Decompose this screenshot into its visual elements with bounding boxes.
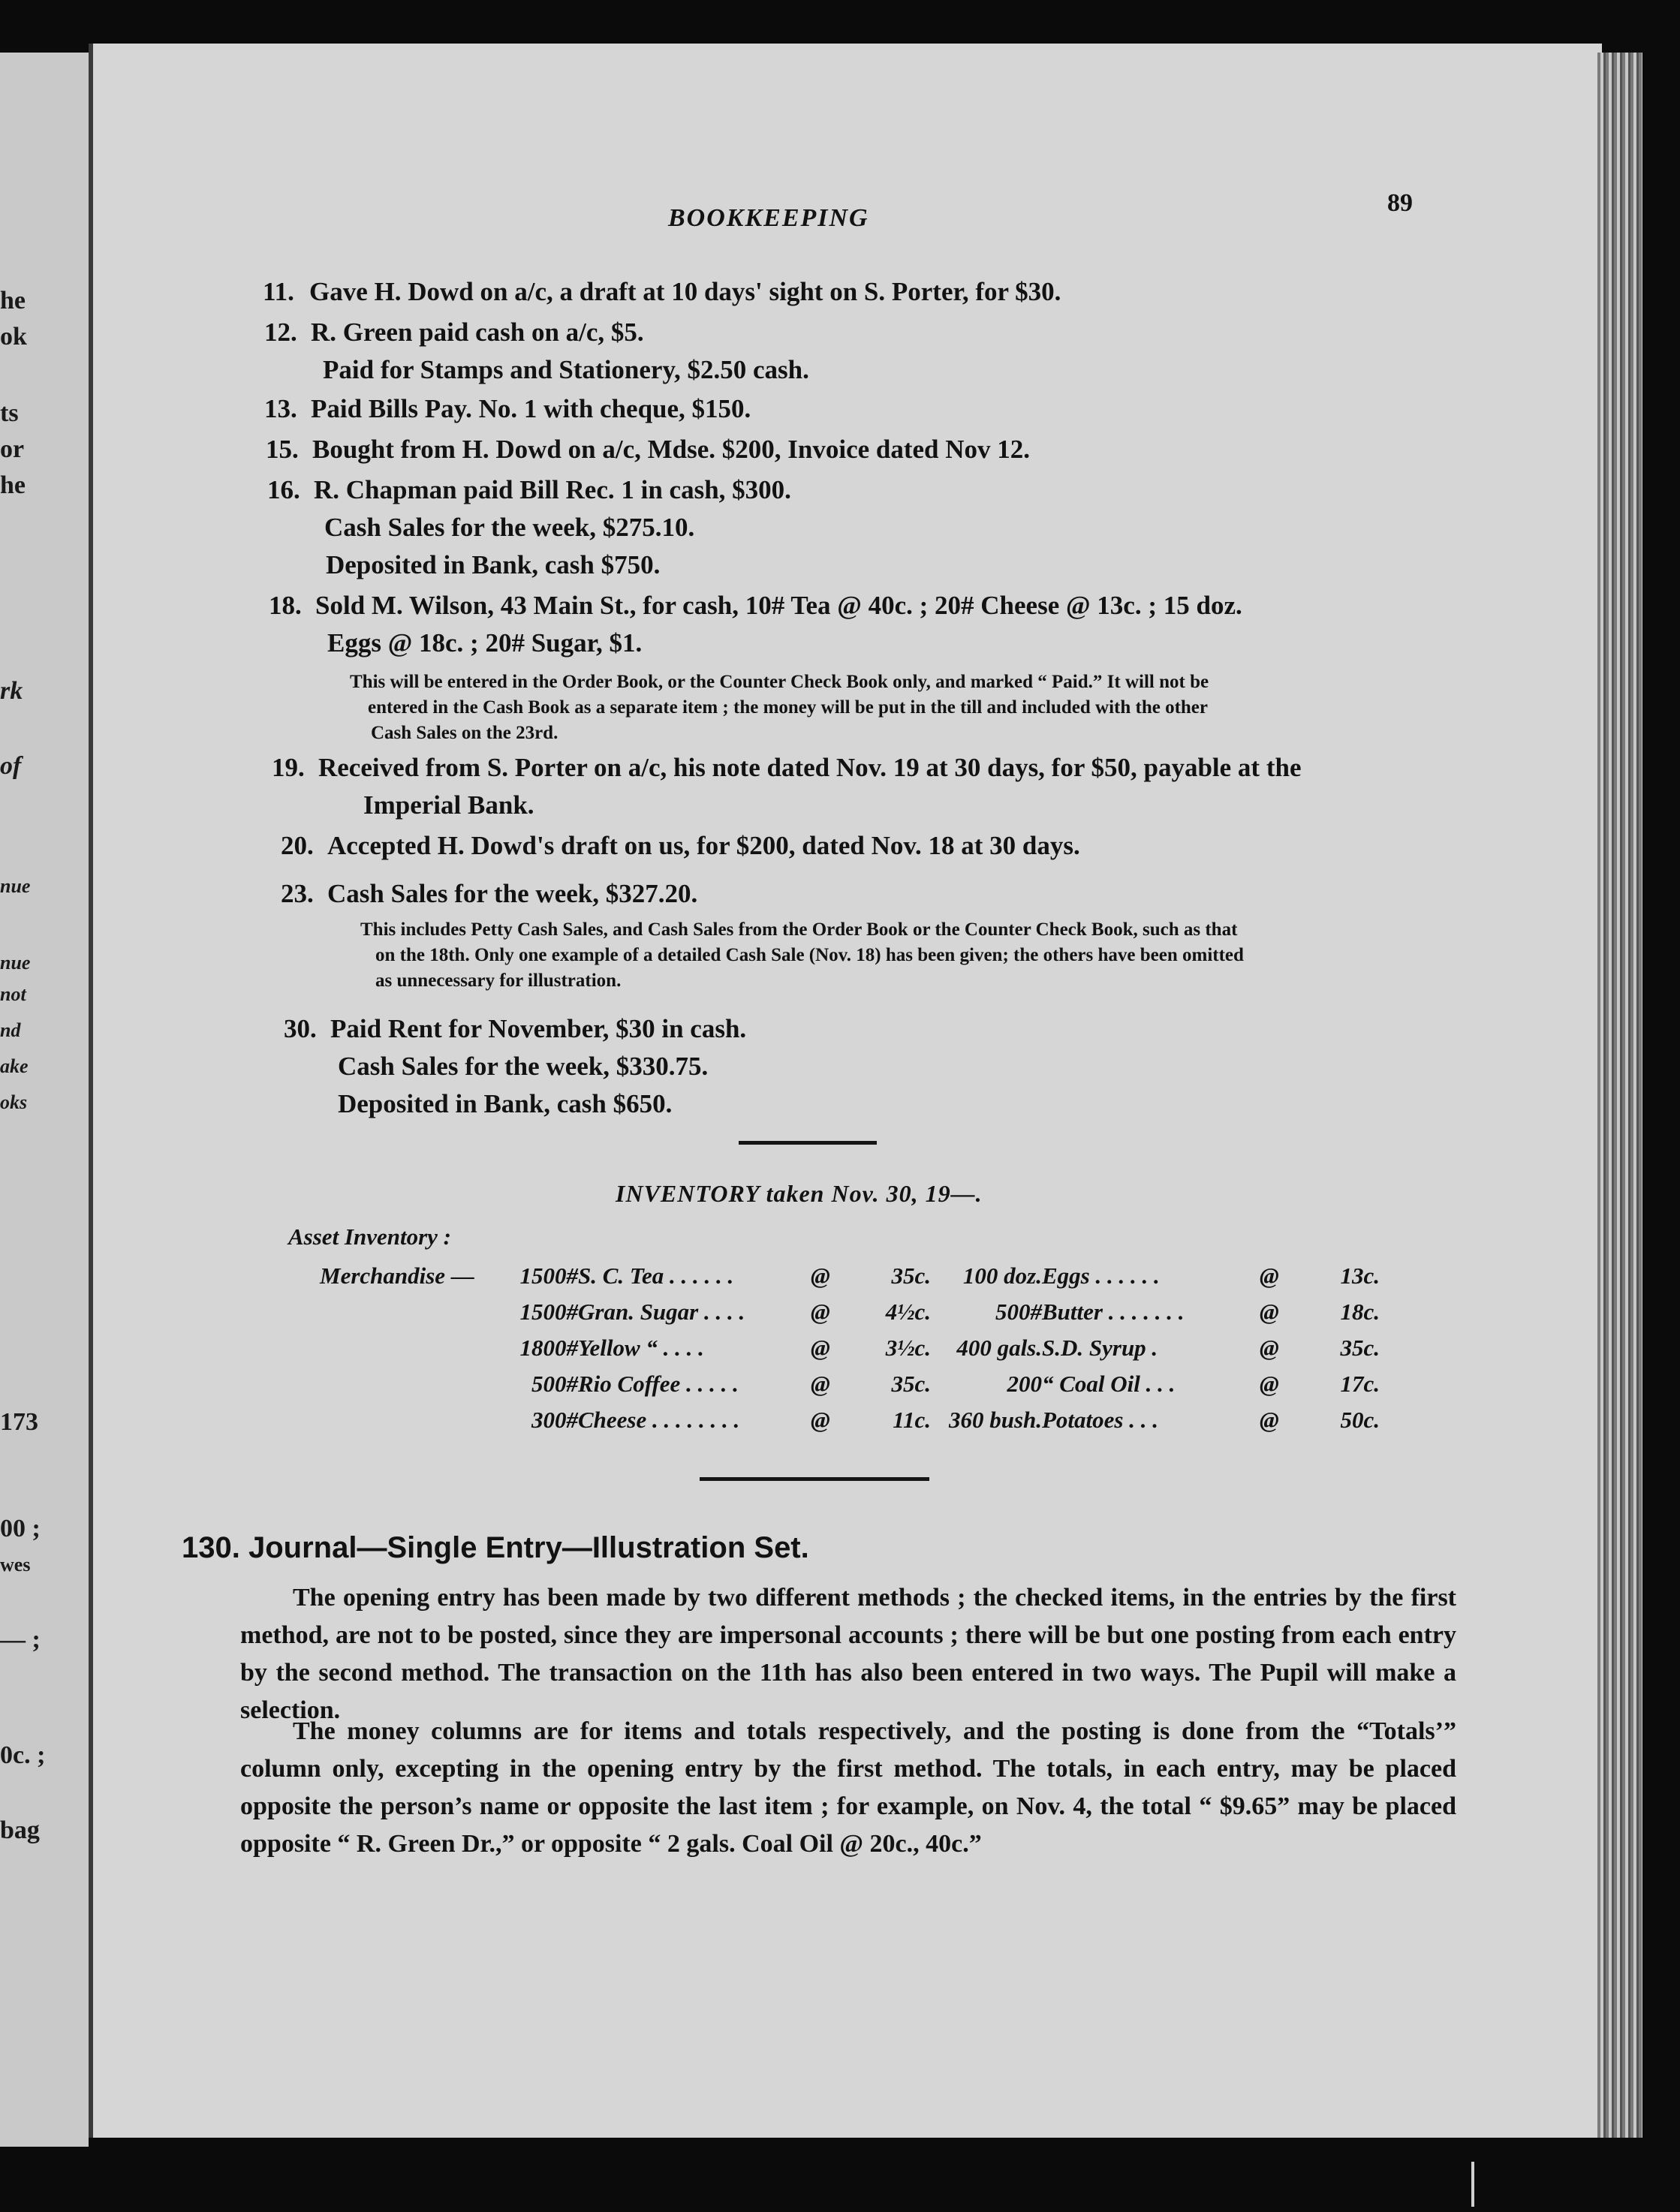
inventory-quantity: 400 gals.	[956, 1335, 1042, 1361]
note-23	[360, 917, 1244, 994]
margin-fragment: oks	[0, 1091, 28, 1113]
inventory-title: INVENTORY taken Nov. 30, 19—.	[616, 1180, 983, 1207]
inventory-price: 13c.	[1340, 1262, 1380, 1289]
inventory-price: 35c.	[891, 1371, 931, 1397]
inventory-at: @	[811, 1262, 830, 1289]
transaction-line: R. Green paid cash on a/c, $5.	[311, 318, 644, 347]
margin-fragment: 00 ;	[0, 1515, 41, 1542]
note-line: This will be entered in the Order Book, or the Counter Check Book only, and marked “ Paid.” It will not be	[350, 672, 1209, 692]
page-stack-edge	[1597, 53, 1642, 2154]
inventory-item: Rio Coffee . . . . .	[578, 1371, 739, 1397]
transaction-line: Deposited in Bank, cash $750.	[326, 550, 661, 579]
margin-fragment: 173	[0, 1408, 38, 1436]
transaction-line: Cash Sales for the week, $327.20.	[327, 879, 698, 908]
note-18	[350, 670, 1209, 746]
inventory-item: S. C. Tea . . . . . .	[578, 1262, 734, 1289]
inventory-item: Butter . . . . . . .	[1042, 1299, 1185, 1325]
transaction-line: Imperial Bank.	[363, 790, 534, 820]
margin-fragment: ts	[0, 399, 19, 427]
transaction-19	[272, 749, 1302, 824]
inventory-at: @	[1260, 1335, 1279, 1361]
margin-fragment: — ;	[0, 1626, 41, 1654]
transaction-day: 11.	[263, 277, 294, 306]
inventory-price: 35c.	[891, 1262, 931, 1289]
transaction-line: Deposited in Bank, cash $650.	[338, 1089, 673, 1118]
inventory-row	[450, 1262, 931, 1290]
note-line: as unnecessary for illustration.	[375, 971, 622, 991]
transaction-day: 12.	[264, 318, 297, 347]
transaction-line: Sold M. Wilson, 43 Main St., for cash, 10# Tea @ 40c. ; 20# Cheese @ 13c. ; 15 doz.	[315, 591, 1242, 620]
divider-rule	[700, 1477, 929, 1481]
margin-fragment: he	[0, 287, 26, 314]
inventory-quantity: 1500#	[519, 1299, 578, 1325]
margin-fragment: he	[0, 471, 26, 499]
margin-fragment: nue	[0, 875, 31, 897]
inventory-item: Yellow “ . . . .	[578, 1335, 704, 1361]
inventory-price: 4½c.	[885, 1299, 931, 1325]
margin-fragment: 0c. ;	[0, 1741, 46, 1769]
transaction-day: 20.	[281, 831, 314, 860]
inventory-at: @	[811, 1407, 830, 1433]
transaction-30	[284, 1010, 746, 1123]
transaction-13	[264, 390, 751, 428]
margin-fragment: ok	[0, 323, 27, 351]
inventory-price: 17c.	[1340, 1371, 1380, 1397]
inventory-at: @	[811, 1299, 830, 1325]
transaction-18	[269, 587, 1242, 662]
margin-fragment: or	[0, 435, 25, 463]
transaction-20	[281, 827, 1080, 865]
inventory-row	[450, 1335, 931, 1362]
inventory-row	[944, 1262, 1380, 1290]
transaction-day: 23.	[281, 879, 314, 908]
transaction-day: 13.	[264, 394, 297, 423]
note-line: This includes Petty Cash Sales, and Cash Sales from the Order Book or the Counter Check Book, such as that	[360, 919, 1238, 940]
inventory-row	[450, 1299, 931, 1326]
transaction-day: 15.	[266, 435, 299, 464]
inventory-row	[944, 1299, 1380, 1326]
transaction-line: Received from S. Porter on a/c, his note dated Nov. 19 at 30 days, for $50, payable at the	[318, 753, 1302, 782]
inventory-row	[450, 1407, 931, 1434]
margin-fragment: not	[0, 983, 26, 1005]
note-line: entered in the Cash Book as a separate item ; the money will be put in the till and included with the other	[368, 697, 1208, 718]
transaction-line: Paid Bills Pay. No. 1 with cheque, $150.	[311, 394, 751, 423]
transaction-line: Cash Sales for the week, $275.10.	[324, 513, 695, 542]
inventory-quantity: 200	[1007, 1371, 1042, 1397]
transaction-line: R. Chapman paid Bill Rec. 1 in cash, $300.	[314, 475, 791, 504]
transaction-line: Cash Sales for the week, $330.75.	[338, 1052, 709, 1081]
inventory-item: Potatoes . . .	[1042, 1407, 1158, 1433]
transaction-line: Bought from H. Dowd on a/c, Mdse. $200, Invoice dated Nov 12.	[312, 435, 1031, 464]
asset-inventory-label: Asset Inventory :	[288, 1223, 451, 1250]
margin-fragment: bag	[0, 1816, 40, 1844]
inventory-item: Gran. Sugar . . . .	[578, 1299, 745, 1325]
transaction-line: Paid for Stamps and Stationery, $2.50 cash.	[323, 355, 809, 384]
margin-fragment: ake	[0, 1055, 29, 1077]
section-heading: 130. Journal—Single Entry—Illustration Set.	[182, 1531, 809, 1564]
inventory-item: Cheese . . . . . . . .	[578, 1407, 740, 1433]
inventory-item: S.D. Syrup .	[1042, 1335, 1158, 1361]
transaction-day: 18.	[269, 591, 302, 620]
transaction-line: Gave H. Dowd on a/c, a draft at 10 days' sight on S. Porter, for $30.	[309, 277, 1061, 306]
inventory-quantity: 500#	[531, 1371, 578, 1397]
transaction-day: 30.	[284, 1014, 317, 1043]
inventory-quantity: 300#	[531, 1407, 578, 1433]
inventory-at: @	[1260, 1371, 1279, 1397]
note-line: Cash Sales on the 23rd.	[371, 723, 558, 743]
transaction-line: Eggs @ 18c. ; 20# Sugar, $1.	[327, 628, 643, 658]
inventory-price: 11c.	[893, 1407, 931, 1433]
scan-artifact	[1471, 2162, 1474, 2207]
divider-rule	[739, 1141, 877, 1145]
inventory-quantity: 1800#	[519, 1335, 578, 1361]
margin-fragment: nue	[0, 952, 31, 974]
transaction-15	[266, 431, 1030, 468]
transaction-23	[281, 875, 697, 913]
running-head: BOOKKEEPING	[668, 204, 869, 232]
merchandise-label: Merchandise —	[320, 1262, 474, 1289]
inventory-price: 18c.	[1340, 1299, 1380, 1325]
transaction-line: Paid Rent for November, $30 in cash.	[330, 1014, 747, 1043]
page-number: 89	[1387, 189, 1413, 217]
transaction-day: 16.	[267, 475, 300, 504]
inventory-row	[450, 1371, 931, 1398]
inventory-quantity: 1500#	[519, 1262, 578, 1289]
inventory-at: @	[1260, 1262, 1279, 1289]
inventory-row	[944, 1371, 1380, 1398]
note-line: on the 18th. Only one example of a detailed Cash Sale (Nov. 18) has been given; the others have been omitted	[375, 945, 1244, 965]
inventory-at: @	[811, 1335, 830, 1361]
transaction-day: 19.	[272, 753, 305, 782]
margin-fragment: of	[0, 752, 22, 780]
inventory-row	[944, 1407, 1380, 1434]
inventory-price: 3½c.	[885, 1335, 931, 1361]
transaction-12	[264, 314, 809, 389]
inventory-item: “ Coal Oil . . .	[1042, 1371, 1176, 1397]
inventory-row	[944, 1335, 1380, 1362]
inventory-at: @	[1260, 1407, 1279, 1433]
inventory-price: 35c.	[1340, 1335, 1380, 1361]
transaction-16	[267, 471, 791, 584]
transaction-11	[263, 273, 1061, 311]
inventory-quantity: 500#	[995, 1299, 1042, 1325]
inventory-at: @	[811, 1371, 830, 1397]
margin-fragment: wes	[0, 1554, 31, 1575]
scan-background	[89, 2138, 1642, 2212]
margin-fragment: rk	[0, 677, 23, 705]
inventory-quantity: 360 bush.	[948, 1407, 1042, 1433]
inventory-item: Eggs . . . . . .	[1042, 1262, 1160, 1289]
transaction-line: Accepted H. Dowd's draft on us, for $200, dated Nov. 18 at 30 days.	[327, 831, 1080, 860]
inventory-quantity: 100 doz.	[962, 1262, 1042, 1289]
section-paragraph: The money columns are for items and totals respectively, and the posting is done from the “Totals’” column only, excepting in the opening entry by the first method. The totals, in each entry, may be placed opposite the person’s name or opposite the last item ; for example, on Nov. 4, the total “ $9.65” may be placed opposite “ R. Green Dr.,” or opposite “ 2 gals. Coal Oil @ 20c., 40c.”	[240, 1717, 1456, 1858]
margin-fragment: nd	[0, 1019, 21, 1041]
section-paragraph: The opening entry has been made by two different methods ; the checked items, in the entries by the first method, are not to be posted, since they are impersonal accounts ; there will be but one posting from each entry by the second method. The transaction on the 11th has also been entered in two ways. The Pupil will make a selection.	[240, 1584, 1456, 1724]
inventory-price: 50c.	[1340, 1407, 1380, 1433]
inventory-at: @	[1260, 1299, 1279, 1325]
